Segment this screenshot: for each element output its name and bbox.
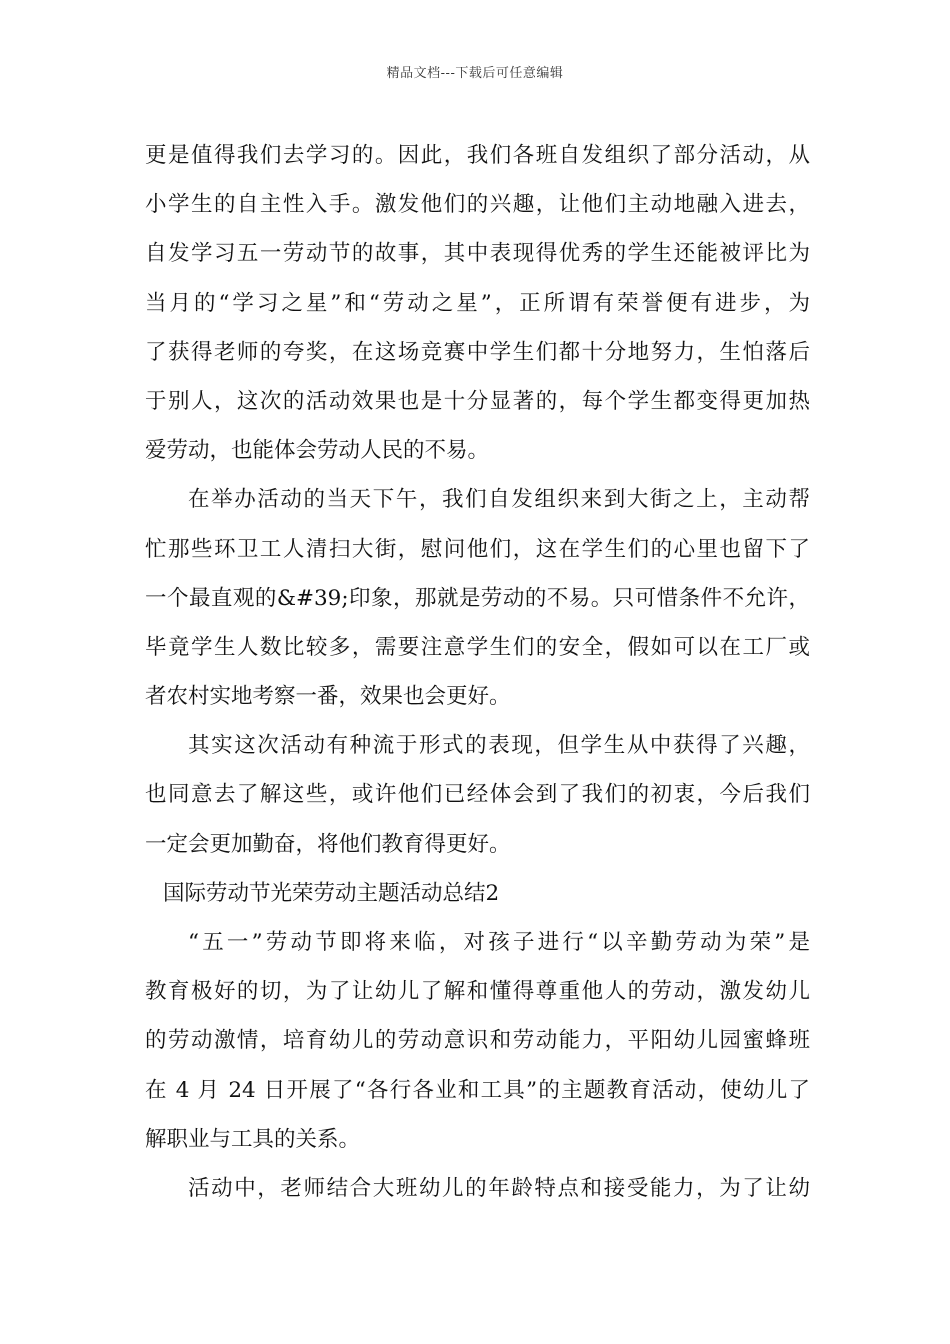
- text-line: 于别人，这次的活动效果也是十分显著的，每个学生都变得更加热: [145, 388, 810, 414]
- text-line: 更是值得我们去学习的。因此，我们各班自发组织了部分活动，从: [145, 143, 810, 168]
- text-line: 教育极好的切，为了让幼儿了解和懂得尊重他人的劳动，激发幼儿: [145, 979, 810, 1005]
- text-line: 毕竟学生人数比较多，需要注意学生们的安全，假如可以在工厂或: [145, 634, 810, 660]
- text-line: 活动中，老师结合大班幼儿的年龄特点和接受能力，为了让幼: [188, 1175, 810, 1201]
- text-line: 忙那些环卫工人清扫大街，慰问他们，这在学生们的心里也留下了: [145, 536, 810, 562]
- text-line: 小学生的自主性入手。激发他们的兴趣，让他们主动地融入进去，: [145, 192, 810, 218]
- text-line: 爱劳动，也能体会劳动人民的不易。: [145, 438, 490, 464]
- document-body: [145, 131, 810, 1213]
- text-line: 解职业与工具的关系。: [145, 1126, 361, 1152]
- paragraph-4: [145, 918, 810, 1164]
- text-line: 者农村实地考察一番，效果也会更好。: [145, 684, 511, 710]
- paragraph-3: [145, 721, 810, 869]
- text-line: 一定会更加勤奋，将他们教育得更好。: [145, 831, 511, 857]
- paragraph-2: [145, 475, 810, 721]
- text-line: 的劳动激情，培育幼儿的劳动意识和劳动能力，平阳幼儿园蜜蜂班: [145, 1028, 810, 1054]
- text-line: 了获得老师的夸奖，在这场竞赛中学生们都十分地努力，生怕落后: [145, 339, 810, 365]
- text-line: 一个最直观的&#39;印象，那就是劳动的不易。只可惜条件不允许，: [145, 585, 810, 611]
- text-line: 其实这次活动有种流于形式的表现，但学生从中获得了兴趣，: [188, 733, 810, 759]
- text-line: 自发学习五一劳动节的故事，其中表现得优秀的学生还能被评比为: [145, 241, 810, 267]
- text-line: 当月的“学习之星”和“劳动之星”，正所谓有荣誉便有进步，为: [145, 290, 810, 316]
- paragraph-5: [145, 1164, 810, 1213]
- text-line: “五一”劳动节即将来临，对孩子进行“以辛勤劳动为荣”是: [188, 930, 810, 955]
- paragraph-1: [145, 131, 810, 475]
- text-line: 在 4 月 24 日开展了“各行各业和工具”的主题教育活动，使幼儿了: [145, 1077, 810, 1103]
- section-heading: 国际劳动节光荣劳动主题活动总结2: [163, 880, 500, 906]
- page-header: 精品文档---下载后可任意编辑: [386, 66, 564, 81]
- text-line: 也同意去了解这些，或许他们已经体会到了我们的初衷，今后我们: [145, 782, 810, 808]
- text-line: 在举办活动的当天下午，我们自发组织来到大街之上，主动帮: [188, 487, 810, 513]
